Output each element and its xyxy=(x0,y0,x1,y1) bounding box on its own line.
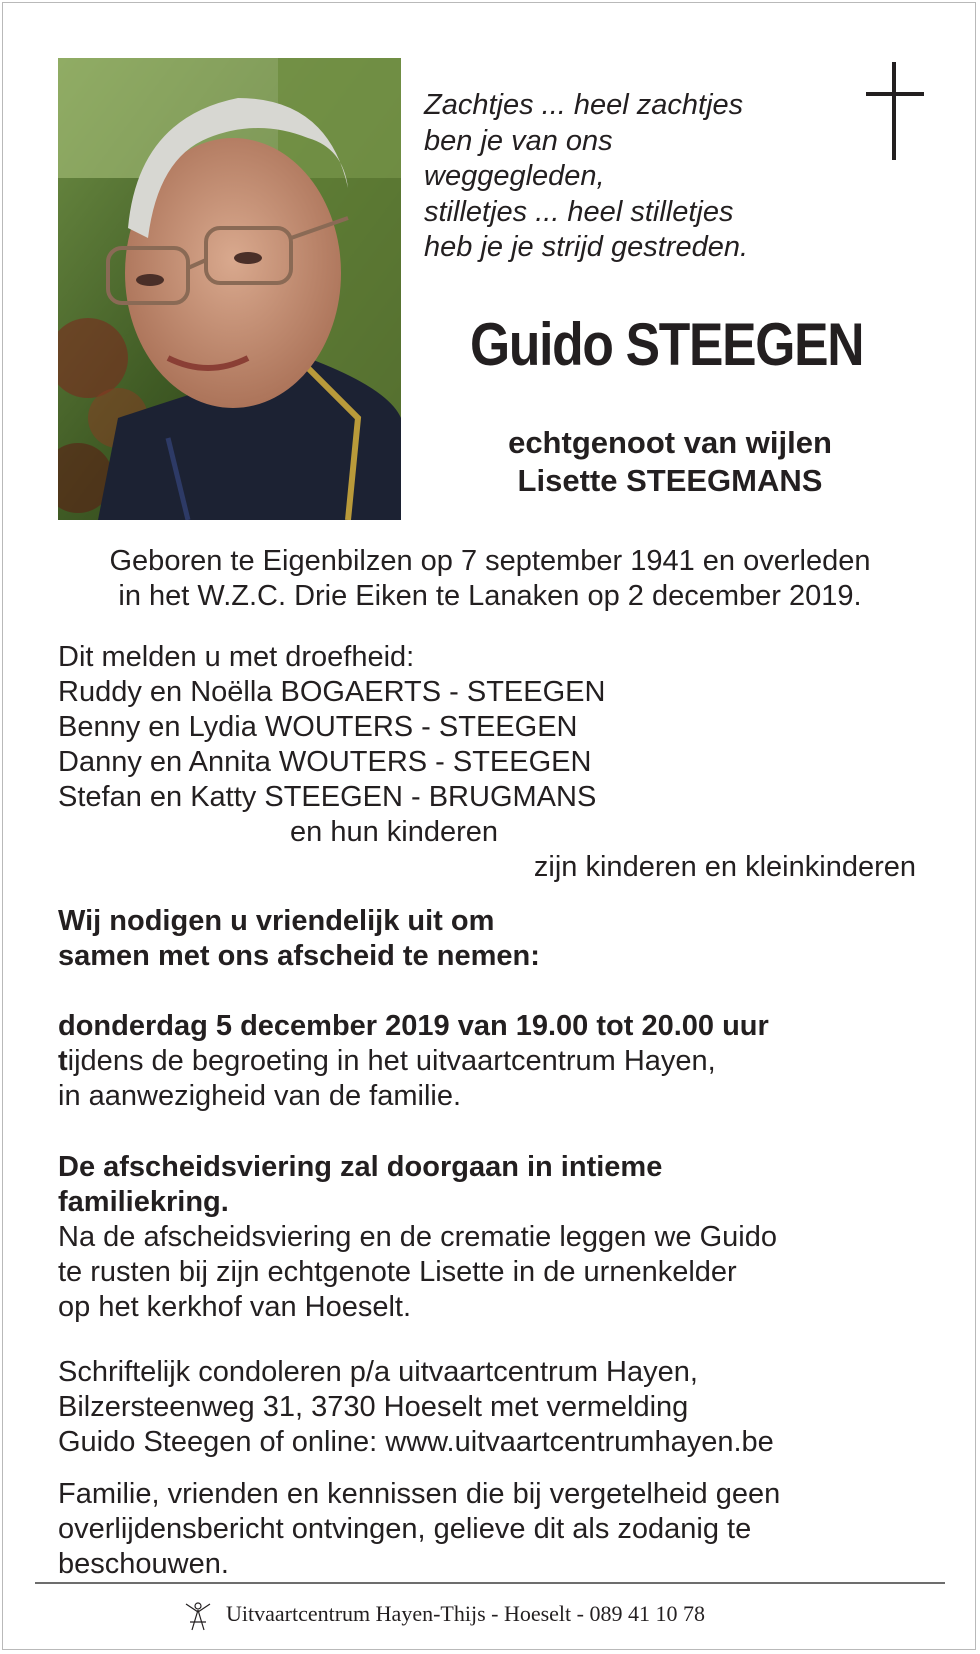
ceremony-line: Na de afscheidsviering en de crematie leggen we Guido xyxy=(58,1221,777,1253)
condolence-line: Bilzersteenweg 31, 3730 Hoeselt met vermelding xyxy=(58,1391,689,1423)
poem-line: stilletjes ... heel stilletjes xyxy=(424,195,734,228)
footer-text: Uitvaartcentrum Hayen-Thijs - Hoeselt - 089 41 10 78 xyxy=(226,1601,705,1626)
birth-line: Geboren te Eigenbilzen op 7 september 1941 en overleden xyxy=(109,545,871,577)
invitation-line: samen met ons afscheid te nemen: xyxy=(58,940,540,972)
notice-line: beschouwen. xyxy=(58,1548,229,1580)
notice-line: overlijdensbericht ontvingen, gelieve dit als zodanig te xyxy=(58,1513,752,1545)
poem-line: heb je je strijd gestreden. xyxy=(424,231,749,263)
angel-logo-icon xyxy=(180,1600,216,1632)
portrait-photo xyxy=(58,58,401,520)
invitation xyxy=(58,904,540,974)
death-line: in het W.Z.C. Drie Eiken te Lanaken op 2 december 2019. xyxy=(118,580,862,612)
ceremony-heading: familiekring. xyxy=(58,1186,229,1218)
grandchildren: zijn kinderen en kleinkinderen xyxy=(533,851,916,883)
poem xyxy=(424,88,804,266)
notice-line: Familie, vrienden en kennissen die bij vergetelheid geen xyxy=(58,1478,781,1510)
family-member: Benny en Lydia WOUTERS - STEEGEN xyxy=(58,711,578,743)
family-member: Danny en Annita WOUTERS - STEEGEN xyxy=(58,746,592,778)
footer xyxy=(180,1596,820,1632)
invitation-line: Wij nodigen u vriendelijk uit om xyxy=(58,905,495,937)
condolence-line: Schriftelijk condoleren p/a uitvaartcentrum Hayen, xyxy=(58,1356,698,1388)
birth-death-info xyxy=(40,544,940,614)
ceremony-info xyxy=(58,1150,777,1325)
spouse-info xyxy=(420,424,920,500)
spouse-name: Lisette STEEGMANS xyxy=(517,463,823,498)
deceased-name: Guido STEEGEN xyxy=(470,311,864,378)
family-list xyxy=(58,640,938,885)
ceremony-line: op het kerkhof van Hoeselt. xyxy=(58,1291,412,1323)
condolence-info xyxy=(58,1355,774,1460)
visitation-presence: in aanwezigheid van de familie. xyxy=(58,1080,462,1112)
visitation-info xyxy=(58,1009,769,1114)
footer-divider xyxy=(35,1582,945,1584)
ceremony-heading: De afscheidsviering zal doorgaan in intieme xyxy=(58,1151,663,1183)
notice xyxy=(58,1477,780,1582)
condolence-line: Guido Steegen of online: www.uitvaartcentrumhayen.be xyxy=(58,1426,774,1458)
visitation-date: donderdag 5 december 2019 van 19.00 tot 20.00 uur xyxy=(58,1010,769,1042)
family-member: Ruddy en Noëlla BOGAERTS - STEEGEN xyxy=(58,676,606,708)
visitation-initial: t xyxy=(58,1045,68,1077)
visitation-location-text: ijdens de begroeting in het uitvaartcentrum Hayen, xyxy=(67,1045,716,1077)
poem-line: Zachtjes ... heel zachtjes xyxy=(424,89,744,121)
cross-icon xyxy=(866,62,924,160)
poem-line: ben je van ons xyxy=(424,124,613,157)
visitation-location xyxy=(58,1044,769,1079)
family-member: Stefan en Katty STEEGEN - BRUGMANS xyxy=(58,781,597,813)
family-intro: Dit melden u met droefheid: xyxy=(58,641,415,673)
their-children: en hun kinderen xyxy=(290,816,498,848)
ceremony-line: te rusten bij zijn echtgenote Lisette in de urnenkelder xyxy=(58,1256,737,1288)
spouse-line: echtgenoot van wijlen xyxy=(508,425,832,460)
poem-line: weggegleden, xyxy=(424,160,605,192)
